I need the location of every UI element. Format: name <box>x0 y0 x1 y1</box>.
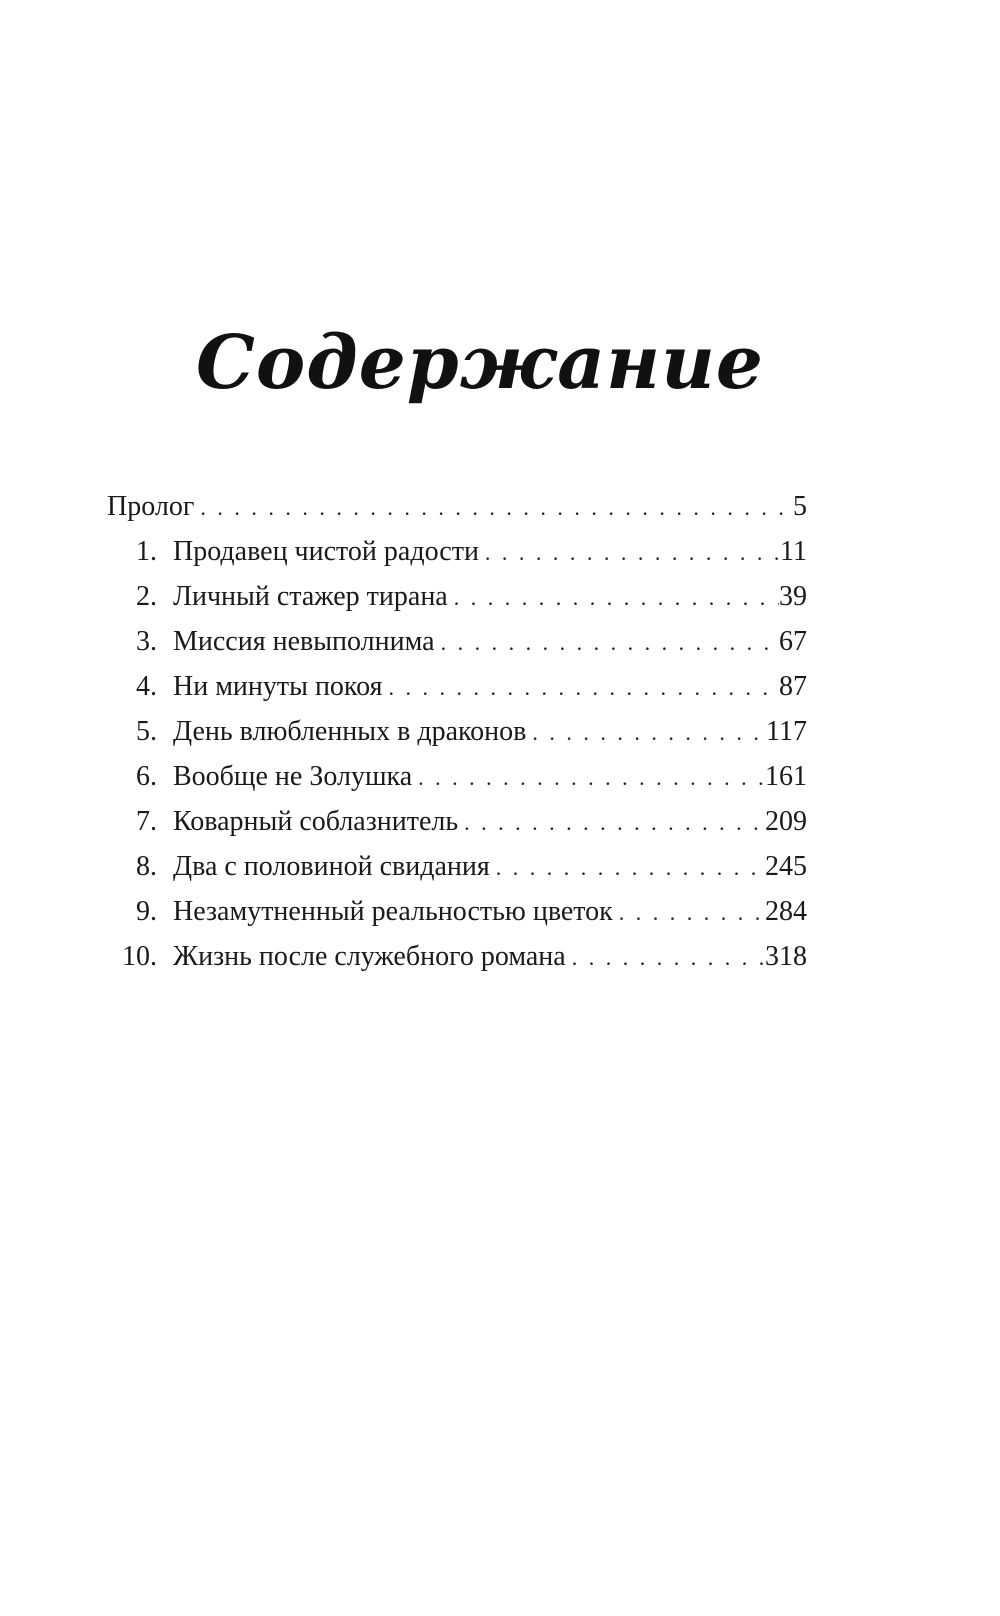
toc-entry-page: 39 <box>779 581 807 612</box>
toc-dot-leader <box>448 575 779 620</box>
toc-entry-number: 9. <box>136 896 157 927</box>
toc-entry-page: 209 <box>765 806 807 837</box>
toc-dot-leader <box>382 665 779 710</box>
toc-entry-title: Ни минуты покоя <box>157 664 382 709</box>
toc-entry-number: 3. <box>136 626 157 657</box>
toc-entry-title: Коварный соблазнитель <box>157 799 458 844</box>
toc-entry-number: 2. <box>136 581 157 612</box>
page-title: Содержание <box>196 319 764 406</box>
toc-entry-8 <box>107 844 807 889</box>
toc-entry-title: Продавец чистой радости <box>157 529 479 574</box>
toc-entry-title: Незамутненный реальностью цветок <box>157 889 613 934</box>
toc-dot-leader <box>490 845 765 890</box>
toc-entry-number: 10. <box>122 941 157 972</box>
toc-entry-6 <box>107 754 807 799</box>
toc-entry-number: 7. <box>136 806 157 837</box>
toc-entry-3 <box>107 619 807 664</box>
toc-entry-page: 11 <box>780 536 807 567</box>
toc-dot-leader <box>479 530 780 575</box>
toc-entry-title: День влюбленных в драконов <box>157 709 526 754</box>
toc-entry-page: 318 <box>765 941 807 972</box>
toc-entry-page: 5 <box>793 491 807 522</box>
toc-entry-7 <box>107 799 807 844</box>
toc-entry-title: Пролог <box>107 484 194 529</box>
toc-entry-5 <box>107 709 807 754</box>
toc-entry-2 <box>107 574 807 619</box>
toc-dot-leader <box>526 710 766 755</box>
toc-entry-number: 8. <box>136 851 157 882</box>
toc-entry-number: 5. <box>136 716 157 747</box>
toc-dot-leader <box>194 485 787 530</box>
toc-entry-number: 1. <box>136 536 157 567</box>
toc-entry-number: 4. <box>136 671 157 702</box>
toc-entry-title: Жизнь после служебного романа <box>157 934 566 979</box>
toc-dot-leader <box>412 755 765 800</box>
toc-entry-title: Вообще не Золушка <box>157 754 412 799</box>
toc-entry-page: 284 <box>765 896 807 927</box>
toc-dot-leader <box>613 890 765 935</box>
toc-dot-leader <box>435 620 779 665</box>
toc-entry-1 <box>107 529 807 574</box>
table-of-contents <box>107 484 807 979</box>
toc-entry-title: Миссия невыполнима <box>157 619 435 664</box>
toc-entry-prologue <box>107 484 807 529</box>
toc-entry-title: Два с половиной свидания <box>157 844 490 889</box>
toc-entry-10 <box>107 934 807 979</box>
toc-entry-9 <box>107 889 807 934</box>
toc-entry-4 <box>107 664 807 709</box>
toc-entry-page: 117 <box>766 716 807 747</box>
toc-entry-number: 6. <box>136 761 157 792</box>
toc-dot-leader <box>566 935 765 980</box>
toc-entry-title: Личный стажер тирана <box>157 574 448 619</box>
toc-entry-page: 161 <box>765 761 807 792</box>
toc-dot-leader <box>458 800 765 845</box>
toc-entry-page: 245 <box>765 851 807 882</box>
toc-entry-page: 87 <box>779 671 807 702</box>
toc-entry-page: 67 <box>779 626 807 657</box>
